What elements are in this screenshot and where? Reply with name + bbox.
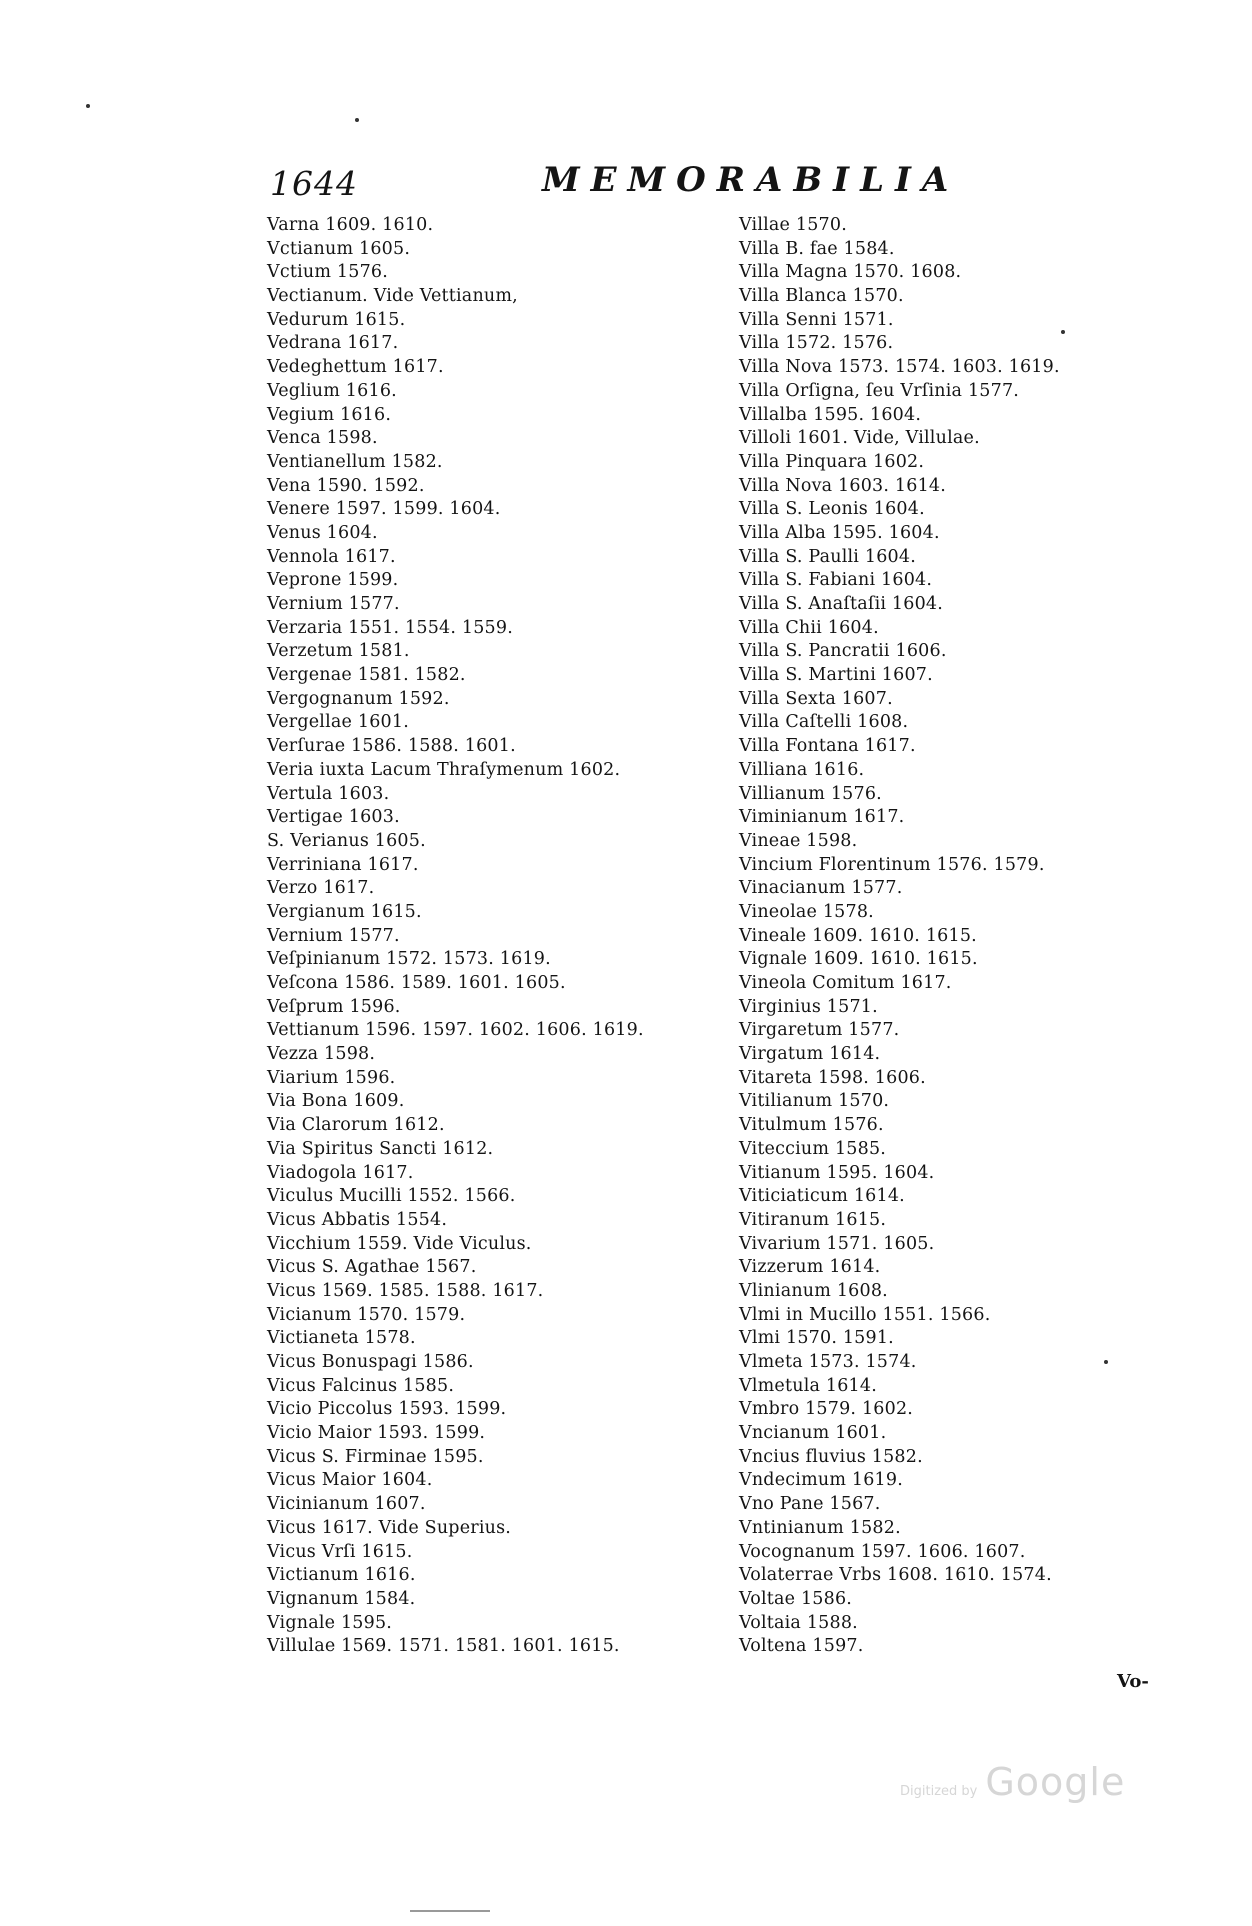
index-entry: Villa S. Martini 1607. [739,665,933,686]
index-entry: Vivarium 1571. 1605. [739,1233,935,1254]
index-entry: Vedurum 1615. [267,309,406,330]
index-entry: Varna 1609. 1610. [267,215,434,235]
page-header [270,160,960,206]
index-entry: Vineolae 1578. [739,901,874,922]
index-entry: Vettianum 1596. 1597. 1602. 1606. 1619. [267,1020,644,1041]
index-entry: Virginius 1571. [739,996,878,1017]
index-entry: Vndecimum 1619. [739,1470,903,1491]
index-entry: Vernium 1577. [267,594,400,614]
index-entry: Vezza 1598. [267,1044,376,1065]
index-entry: Villa S. Pancratii 1606. [739,641,947,662]
index-entry: Voltaia 1588. [739,1612,858,1633]
index-entry: Victianum 1616. [267,1565,416,1586]
index-entry: Veſpinianum 1572. 1573. 1619. [267,949,551,970]
scan-speck [86,104,90,108]
index-entry: Virgaretum 1577. [739,1020,900,1041]
index-entry: Vlmeta 1573. 1574. [739,1352,917,1372]
index-entry: Volaterrae Vrbs 1608. 1610. 1574. [739,1565,1052,1586]
index-entry: Viticiaticum 1614. [739,1186,905,1207]
index-entry: Vennola 1617. [267,546,396,567]
index-entry: Vinacianum 1577. [739,878,903,899]
index-entry: Veſprum 1596. [267,996,401,1017]
index-entry: Vignale 1595. [267,1612,393,1633]
index-entry: Vncianum 1601. [739,1423,887,1444]
index-entry: Vignanum 1584. [267,1588,416,1609]
index-entry: Voltena 1597. [739,1636,864,1657]
index-entry: Villa Fontana 1617. [739,736,916,757]
index-entry: Vitiranum 1615. [739,1209,887,1230]
index-entry: Viteccium 1585. [739,1138,887,1159]
index-entry: Vitianum 1595. 1604. [739,1162,935,1183]
index-entry: Vicio Piccolus 1593. 1599. [267,1399,507,1420]
index-entry: Vicus S. Agathae 1567. [267,1257,477,1278]
index-entry: Viadogola 1617. [267,1162,414,1183]
index-entry: Vicchium 1559. Vide Viculus. [267,1233,532,1254]
index-entry: Villa Nova 1603. 1614. [739,475,947,496]
index-entry: Viculus Mucilli 1552. 1566. [267,1186,516,1207]
index-entry: Veria iuxta Lacum Thraſymenum 1602. [267,759,621,780]
index-entry: Verzo 1617. [267,878,375,899]
index-entry: Verriniana 1617. [267,854,419,875]
index-entry: S. Verianus 1605. [267,830,426,851]
index-entry: Vergianum 1615. [267,901,422,922]
watermark-prefix: Digitized by [900,1784,978,1799]
index-entry: Veglium 1616. [267,380,397,401]
index-entry: Vicus Bonuspagi 1586. [267,1352,474,1372]
index-entry: Villalba 1595. 1604. [739,404,922,425]
left-index-column [267,214,697,1659]
index-entry: Veſcona 1586. 1589. 1601. 1605. [267,973,566,993]
bottom-rule [410,1910,490,1912]
watermark-brand: Google [985,1760,1126,1804]
scan-speck [355,118,359,122]
index-entry: Villa Magna 1570. 1608. [739,262,962,283]
google-watermark [900,1760,1125,1804]
index-entry: Vicus Maior 1604. [267,1470,433,1491]
index-entry: Vicus S. Firminae 1595. [267,1446,484,1467]
index-entry: Vlmi in Mucillo 1551. 1566. [739,1304,991,1325]
index-entry: Vegium 1616. [267,404,392,425]
index-entry: Vicianum 1570. 1579. [267,1304,466,1325]
index-entry: Villulae 1569. 1571. 1581. 1601. 1615. [267,1636,620,1657]
index-entry: Vlmi 1570. 1591. [739,1328,894,1349]
index-entry: Villa Nova 1573. 1574. 1603. 1619. [739,357,1060,378]
index-entry: Villae 1570. [739,215,847,235]
index-entry: Vena 1590. 1592. [267,475,425,496]
index-entry: Verzetum 1581. [267,641,410,662]
running-title: MEMORABILIA [542,160,960,200]
index-entry: Vincium Florentinum 1576. 1579. [739,854,1045,875]
index-entry: Villa Orſigna, ſeu Vrſinia 1577. [739,380,1020,401]
index-entry: Villa B. fae 1584. [739,238,895,259]
index-entry: Villa Caſtelli 1608. [739,712,909,733]
index-entry: Vineae 1598. [739,830,858,851]
index-entry: Vicus 1617. Vide Superius. [267,1517,512,1538]
index-entry: Vignale 1609. 1610. 1615. [739,949,978,970]
index-entry: Vno Pane 1567. [739,1494,881,1515]
index-entry: Villa S. Paulli 1604. [739,546,916,567]
index-entry: Vmbro 1579. 1602. [739,1399,914,1420]
index-entry: Villa S. Fabiani 1604. [739,570,933,591]
index-entry: Vctianum 1605. [267,238,411,259]
index-entry: Vitilianum 1570. [739,1091,890,1112]
index-entry: Viminianum 1617. [739,807,905,828]
scan-speck [1061,330,1065,334]
index-entry: Vicus Vrſi 1615. [267,1541,413,1562]
index-entry: Villoli 1601. Vide, Villulae. [739,428,980,449]
index-entry: Vlinianum 1608. [739,1280,888,1301]
index-entry: Vntinianum 1582. [739,1517,901,1538]
catchword: Vo- [1117,1671,1149,1692]
index-entry: Villa S. Leonis 1604. [739,499,925,520]
index-entry: Vicus Abbatis 1554. [267,1209,448,1230]
index-entry: Victianeta 1578. [267,1328,416,1349]
index-entry: Verzaria 1551. 1554. 1559. [267,617,513,638]
index-entry: Verſurae 1586. 1588. 1601. [267,736,516,757]
index-entry: Vernium 1577. [267,925,400,946]
index-entry: Ventianellum 1582. [267,451,443,472]
index-entry: Via Bona 1609. [267,1091,405,1112]
index-entry: Villa 1572. 1576. [739,333,894,354]
index-entry: Villa Chii 1604. [739,617,879,638]
right-index-column [739,214,1169,1659]
index-entry: Villa Senni 1571. [739,309,894,330]
index-entry: Via Clarorum 1612. [267,1115,445,1136]
index-entry: Vineale 1609. 1610. 1615. [739,925,977,946]
index-entry: Viarium 1596. [267,1067,396,1088]
index-entry: Villianum 1576. [739,783,882,804]
index-entry: Vedrana 1617. [267,333,399,354]
index-entry: Vectianum. Vide Vettianum, [267,286,518,307]
index-entry: Vicio Maior 1593. 1599. [267,1423,486,1444]
index-entry: Venere 1597. 1599. 1604. [267,499,501,520]
index-entry: Villa Blanca 1570. [739,286,904,307]
index-entry: Vertigae 1603. [267,807,400,828]
index-entry: Vedeghettum 1617. [267,357,444,378]
index-entry: Vocognanum 1597. 1606. 1607. [739,1541,1026,1562]
index-entry: Venca 1598. [267,428,378,449]
index-entry: Vlmetula 1614. [739,1375,877,1396]
index-entry: Vicus Falcinus 1585. [267,1375,455,1396]
index-entry: Villa S. Anaſtaſii 1604. [739,594,944,614]
index-entry: Vertula 1603. [267,783,390,804]
index-entry: Vitareta 1598. 1606. [739,1067,926,1088]
index-entry: Villa Pinquara 1602. [739,451,925,472]
index-entry: Vineola Comitum 1617. [739,973,952,993]
index-entry: Vncius fluvius 1582. [739,1446,923,1467]
index-entry: Voltae 1586. [739,1588,853,1609]
index-entry: Vergellae 1601. [267,712,409,733]
index-entry: Vitulmum 1576. [739,1115,884,1136]
index-entry: Vergenae 1581. 1582. [267,665,466,686]
index-entry: Venus 1604. [267,522,378,543]
index-entry: Via Spiritus Sancti 1612. [267,1138,494,1159]
page-number: 1644 [270,164,358,203]
scan-speck [1104,1360,1108,1364]
index-entry: Vctium 1576. [267,262,388,283]
index-entry: Villiana 1616. [739,759,865,780]
index-entry: Vergognanum 1592. [267,688,450,709]
index-entry: Vicinianum 1607. [267,1494,426,1515]
index-entry: Villa Sexta 1607. [739,688,893,709]
index-entry: Villa Alba 1595. 1604. [739,522,940,543]
index-entry: Virgatum 1614. [739,1044,881,1065]
index-entry: Vicus 1569. 1585. 1588. 1617. [267,1280,544,1301]
index-entry: Veprone 1599. [267,570,399,591]
index-entry: Vizzerum 1614. [739,1257,881,1278]
